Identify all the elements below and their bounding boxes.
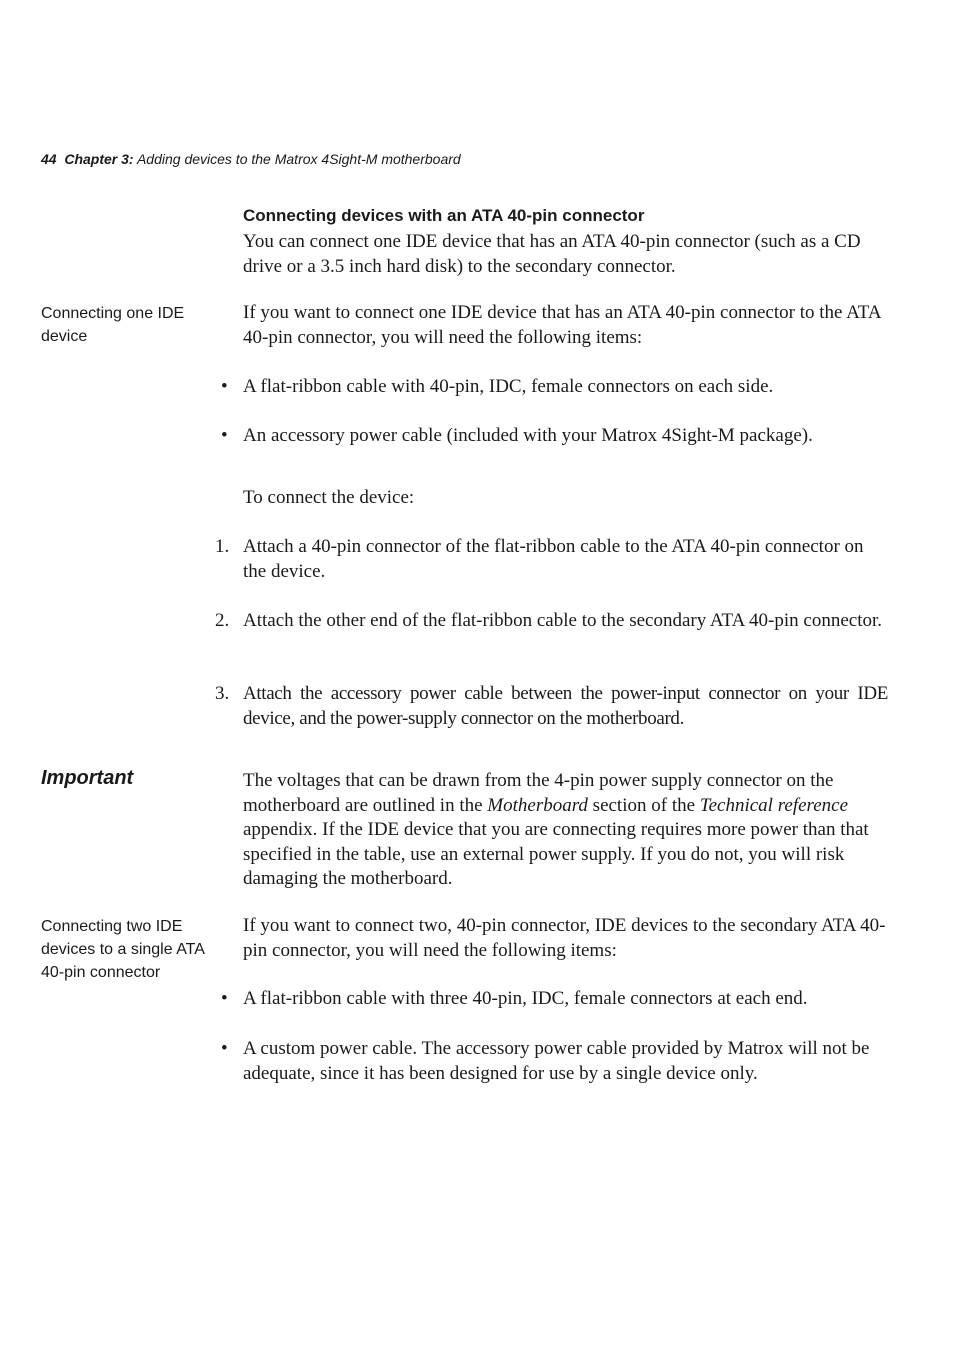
two-devices-bullet-1: A flat-ribbon cable with three 40-pin, IDC, female connectors at each end.: [243, 988, 808, 1009]
important-emphasis-motherboard: Motherboard: [487, 794, 588, 816]
step-number: 2.: [215, 610, 230, 631]
bullet-marker: •: [221, 988, 228, 1009]
page-number: 44: [41, 151, 57, 167]
side-label-one-device: Connecting one IDE device: [41, 305, 185, 345]
one-device-bullet-1: A flat-ribbon cable with 40-pin, IDC, female connectors on each side.: [243, 376, 774, 397]
bullet-marker: •: [221, 1038, 228, 1059]
important-label: Important: [41, 767, 134, 789]
important-text-b: section of the: [587, 794, 700, 816]
step-number: 3.: [215, 683, 230, 704]
steps-intro: To connect the device:: [243, 487, 415, 508]
chapter-label: Chapter 3:: [64, 151, 134, 167]
step-text-3: Attach the accessory power cable between the power-input connector on your IDE device, and the power-supply connector on the motherboard.: [243, 683, 888, 729]
side-label-two-devices: Connecting two IDE devices to a single ATA 40-pin connector: [41, 918, 205, 981]
step-number: 1.: [215, 536, 230, 557]
section-heading: Connecting devices with an ATA 40-pin connector: [243, 206, 645, 225]
chapter-title: Adding devices to the Matrox 4Sight-M motherboard: [136, 151, 461, 167]
step-text-2: Attach the other end of the flat-ribbon cable to the secondary ATA 40-pin connector.: [243, 610, 882, 631]
important-text-c: appendix. If the IDE device that you are connecting requires more power than that specified in the table, use an external power supply. If you do not, you will risk damaging the motherboard.: [243, 819, 869, 889]
step-text-1: Attach a 40-pin connector of the flat-ribbon cable to the ATA 40-pin connector on the device.: [243, 536, 864, 582]
bullet-marker: •: [221, 376, 228, 397]
one-device-intro: If you want to connect one IDE device that has an ATA 40-pin connector to the ATA 40-pin connector, you will need the following items:: [243, 302, 881, 348]
important-emphasis-technical-reference: Technical reference: [699, 794, 849, 816]
running-header: [41, 151, 461, 167]
important-note: [243, 769, 888, 892]
section-intro: You can connect one IDE device that has an ATA 40-pin connector (such as a CD drive or a 3.5 inch hard disk) to the secondary connector.: [243, 231, 861, 277]
one-device-bullet-2: An accessory power cable (included with your Matrox 4Sight-M package).: [243, 425, 813, 446]
bullet-marker: •: [221, 425, 228, 446]
two-devices-bullet-2: A custom power cable. The accessory power cable provided by Matrox will not be adequate, since it has been designed for use by a single device only.: [243, 1038, 870, 1084]
important-text-a: The voltages that can be drawn from the 4-pin power supply connector on the motherboard are outlined in the: [243, 770, 834, 816]
two-devices-intro: If you want to connect two, 40-pin connector, IDE devices to the secondary ATA 40-pin connector, you will need the following items:: [243, 915, 886, 961]
